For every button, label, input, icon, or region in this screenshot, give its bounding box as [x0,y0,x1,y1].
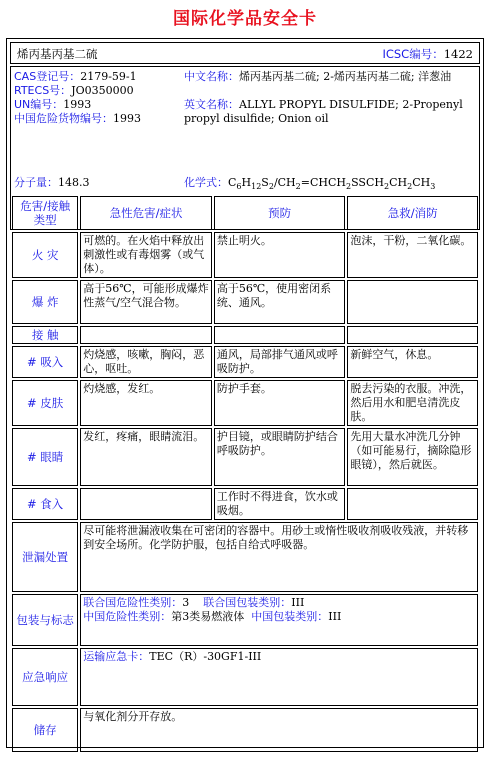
table-row: # 食入 工作时不得进食，饮水或吸烟。 [12,488,478,520]
table-row: # 眼睛 发红，疼痛，眼睛流泪。 护目镜，或眼睛防护结合呼吸防护。 先用大量水冲洗几分钟（如可能易行，摘除隐形眼镜），然后就医。 [12,428,478,486]
packaging-row: 包装与标志 联合国危险性类别：3 联合国包装类别：III 中国危险性类别：第3类易燃液体 中国包装类别：III [12,594,478,646]
names: 中文名称：烯丙基丙基二硫; 2-烯丙基丙基二硫; 洋葱油 英文名称：ALLYL PROPYL DISULFIDE; 2-Propenyl propyl disulfide; Onion oil [184,70,463,125]
chemical-name: 烯丙基丙基二硫 [17,47,98,61]
col-header: 急救/消防 [347,196,478,230]
emergency-row: 应急响应 运输应急卡：TEC（R）-30GF1-III [12,648,478,706]
col-header: 危害/接触类型 [12,196,78,230]
card-title: 国际化学品安全卡 [173,9,317,29]
icsc-number: ICSC编号：1422 [382,47,473,61]
hazard-table [10,194,480,754]
table-row: 接 触 [12,326,478,344]
card-frame [6,38,484,748]
col-header: 急性危害/症状 [80,196,212,230]
chemical-formula: 化学式：$C_6H_{12}S_2/CH_2=CHCH_2SSCH_2CH_2CH_3$ [184,176,436,192]
table-row: 爆 炸 高于56℃，可能形成爆炸性蒸气/空气混合物。 高于56℃，使用密闭系统、通风。 [12,280,478,324]
header-row [10,42,480,64]
table-row: # 皮肤 灼烧感，发红。 防护手套。 脱去污染的衣服。冲洗，然后用水和肥皂清洗皮肤。 [12,380,478,426]
table-row: # 吸入 灼烧感，咳嗽，胸闷，恶心，呕吐。 通风，局部排气通风或呼吸防护。 新鲜空气，休息。 [12,346,478,378]
storage-row: 储存 与氧化剂分开存放。 [12,708,478,752]
table-header [12,196,478,230]
id-codes: CAS登记号：2179-59-1 RTECS号：JO0350000 UN编号：1993 中国危险货物编号：1993 [14,70,141,125]
molecular-weight: 分子量：148.3 [14,176,90,189]
table-row: 火 灾 可燃的。在火焰中释放出刺激性或有毒烟雾（或气体）。 禁止明火。 泡沫，干粉，二氧化碳。 [12,232,478,278]
col-header: 预防 [214,196,346,230]
spill-row: 泄漏处置 尽可能将泄漏液收集在可密闭的容器中。用砂土或惰性吸收剂吸收残液，并转移到安全场所。化学防护服，包括自给式呼吸器。 [12,522,478,592]
